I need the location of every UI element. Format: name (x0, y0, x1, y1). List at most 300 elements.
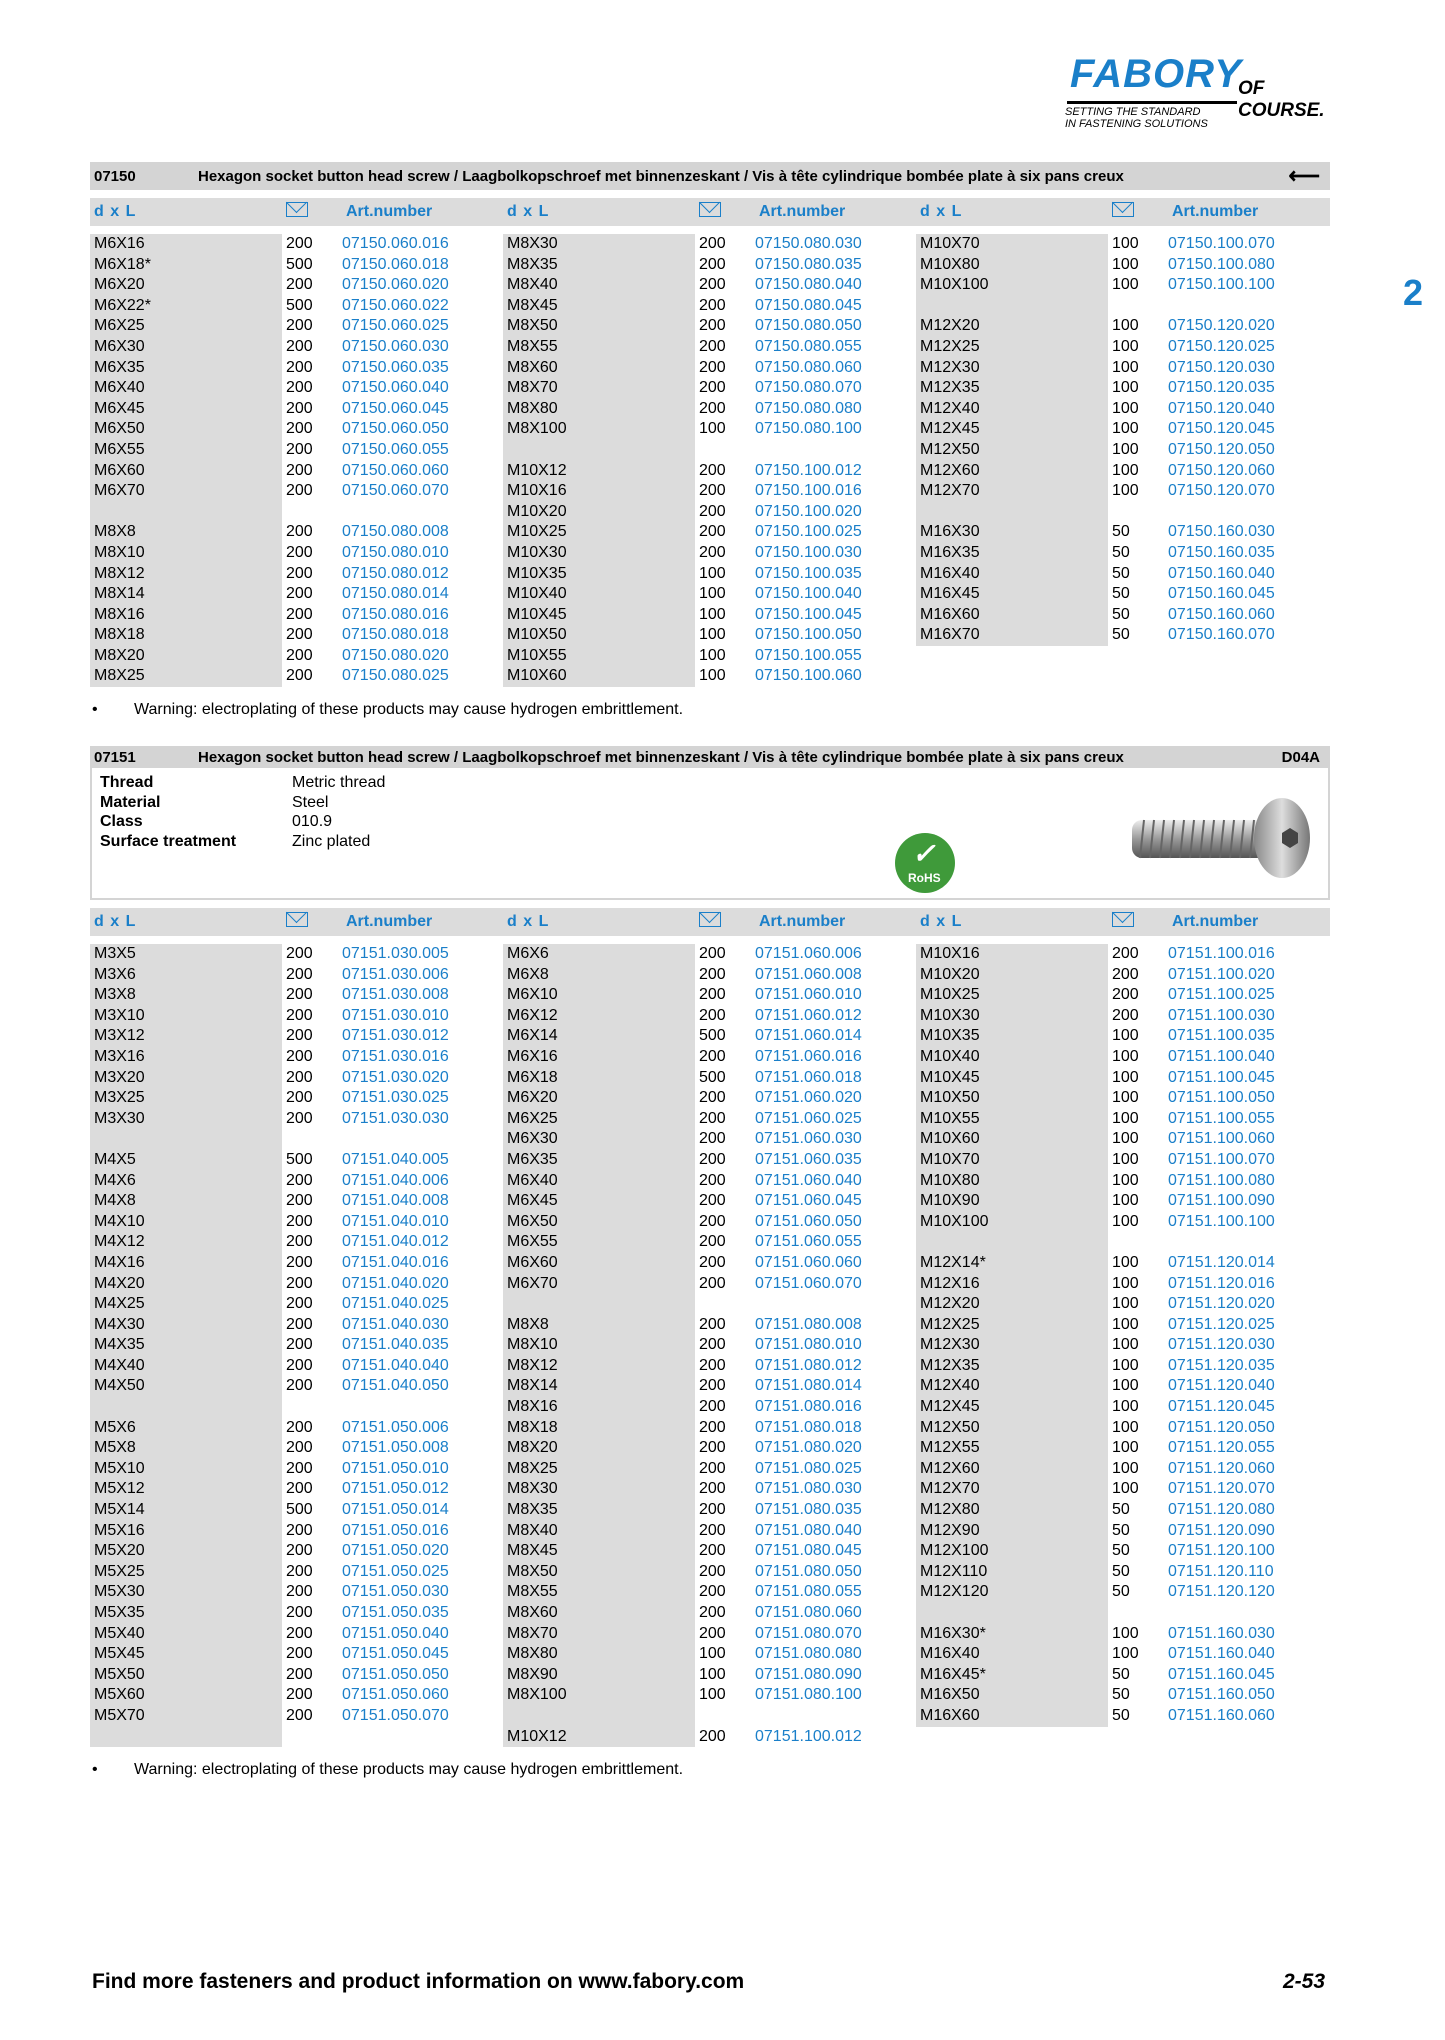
article-number-cell[interactable]: 07151.060.008 (755, 965, 862, 983)
size-cell: M10X16 (503, 481, 695, 502)
quantity-cell: 500 (286, 1150, 313, 1168)
quantity-cell: 200 (286, 543, 313, 561)
table-row (916, 1068, 1329, 1089)
quantity-cell: 200 (286, 585, 313, 603)
article-number-cell[interactable]: 07151.060.018 (755, 1068, 862, 1086)
article-number-cell[interactable]: 07151.120.040 (1168, 1377, 1275, 1395)
article-number-cell[interactable]: 07151.030.006 (342, 965, 449, 983)
article-number-cell[interactable]: 07150.080.070 (755, 379, 862, 397)
article-number-cell[interactable]: 07150.160.035 (1168, 543, 1275, 561)
quantity-cell: 100 (699, 605, 726, 623)
article-number-cell[interactable]: 07151.060.014 (755, 1027, 862, 1045)
article-number-cell[interactable]: 07151.100.030 (1168, 1006, 1275, 1024)
article-number-cell[interactable]: 07151.080.016 (755, 1398, 862, 1416)
article-number-cell[interactable]: 07151.060.040 (755, 1171, 862, 1189)
article-number-cell[interactable] (342, 1397, 503, 1418)
article-number-cell[interactable]: 07150.100.030 (755, 543, 862, 561)
article-number-cell[interactable] (1168, 296, 1329, 317)
article-number-cell[interactable]: 07151.040.010 (342, 1212, 449, 1230)
article-number-cell[interactable]: 07151.050.035 (342, 1604, 449, 1621)
article-number-cell[interactable]: 07150.100.016 (755, 482, 862, 500)
article-number-cell[interactable]: 07150.060.060 (342, 461, 449, 479)
article-number-cell[interactable]: 07151.030.012 (342, 1027, 449, 1045)
quantity-cell: 200 (286, 1027, 313, 1045)
article-number-cell[interactable]: 07151.080.020 (755, 1439, 862, 1457)
article-number-cell[interactable]: 07150.120.025 (1168, 337, 1275, 355)
article-number-cell[interactable]: 07151.080.070 (755, 1624, 862, 1642)
table-row (90, 1047, 503, 1068)
article-number-cell[interactable]: 07151.100.040 (1168, 1047, 1275, 1065)
article-number-cell[interactable] (755, 440, 916, 461)
quantity-cell: 200 (286, 1521, 313, 1539)
article-number-cell[interactable]: 07151.120.110 (1168, 1562, 1274, 1580)
size-cell: M4X35 (90, 1335, 282, 1356)
article-number-cell[interactable]: 07150.080.008 (342, 523, 449, 541)
article-number-cell[interactable]: 07151.060.035 (755, 1150, 862, 1168)
prop-value: 010.9 (292, 813, 333, 830)
article-number-cell[interactable]: 07151.100.050 (1168, 1089, 1275, 1107)
article-number-cell[interactable]: 07150.120.050 (1168, 440, 1275, 458)
article-number-cell[interactable]: 07151.030.008 (342, 986, 449, 1004)
size-cell: M5X10 (90, 1459, 282, 1480)
article-number-cell[interactable]: 07151.160.030 (1168, 1624, 1275, 1642)
table-row (90, 605, 503, 626)
article-number-cell[interactable]: 07151.120.050 (1168, 1418, 1275, 1436)
article-number-cell[interactable]: 07151.040.040 (342, 1356, 449, 1374)
quantity-cell: 200 (286, 646, 313, 664)
article-number-cell[interactable]: 07151.050.050 (342, 1665, 449, 1683)
article-number-cell[interactable]: 07150.120.060 (1168, 461, 1275, 479)
size-cell: M3X5 (90, 944, 282, 965)
table-row (916, 1685, 1329, 1706)
article-number-cell[interactable]: 07151.120.060 (1168, 1459, 1275, 1477)
back-arrow-icon[interactable]: ⟵ (1288, 163, 1320, 188)
size-cell: M6X70 (90, 481, 282, 502)
size-cell: M10X16 (916, 944, 1108, 965)
size-cell: M5X20 (90, 1541, 282, 1562)
article-number-cell[interactable]: 07151.080.030 (755, 1480, 862, 1498)
article-number-cell[interactable]: 07151.100.045 (1168, 1068, 1275, 1086)
header-dl: d x L (94, 913, 137, 930)
article-number-cell[interactable]: 07151.050.010 (342, 1459, 449, 1477)
envelope-icon (1112, 912, 1134, 927)
article-number-cell[interactable]: 07151.050.040 (342, 1624, 449, 1642)
article-number-cell[interactable]: 07150.060.045 (342, 399, 449, 417)
size-cell: M16X50 (916, 1685, 1108, 1706)
article-number-cell[interactable]: 07150.080.025 (342, 667, 449, 685)
article-number-cell[interactable]: 07151.080.014 (755, 1377, 862, 1395)
article-number-cell[interactable]: 07150.060.016 (342, 235, 449, 252)
table-row (503, 1665, 916, 1686)
table-row (916, 1376, 1329, 1397)
article-number-cell[interactable]: 07150.100.055 (755, 646, 862, 664)
article-number-cell[interactable]: 07150.080.045 (755, 296, 862, 314)
article-number-cell[interactable]: 07150.080.035 (755, 255, 862, 273)
article-number-cell[interactable]: 07150.100.100 (1168, 276, 1275, 294)
quantity-cell (282, 1397, 342, 1418)
size-cell: M8X40 (503, 1521, 695, 1542)
article-number-cell[interactable]: 07151.040.008 (342, 1192, 449, 1210)
table-row (503, 1047, 916, 1068)
quantity-cell: 200 (286, 1212, 313, 1230)
size-cell: M8X60 (503, 358, 695, 379)
article-number-cell[interactable]: 07151.160.060 (1168, 1706, 1275, 1724)
article-number-cell[interactable]: 07151.040.006 (342, 1171, 449, 1189)
size-cell: M10X70 (916, 1150, 1108, 1171)
article-number-cell[interactable]: 07151.100.020 (1168, 965, 1275, 983)
table-row (503, 440, 916, 461)
article-number-cell[interactable]: 07151.040.012 (342, 1233, 449, 1251)
quantity-cell: 100 (1112, 1336, 1139, 1354)
section-title-bar (90, 746, 1330, 768)
article-number-cell[interactable]: 07151.030.020 (342, 1068, 449, 1086)
size-cell: M10X100 (916, 1212, 1108, 1233)
quantity-cell (1108, 1603, 1168, 1624)
table-row (503, 1500, 916, 1521)
table-row (503, 1150, 916, 1171)
size-cell: M16X70 (916, 625, 1108, 646)
table-row (916, 316, 1329, 337)
table-row (916, 1088, 1329, 1109)
article-number-cell[interactable]: 07151.060.010 (755, 986, 862, 1004)
article-number-cell[interactable]: 07151.080.090 (755, 1665, 862, 1683)
table-row (90, 985, 503, 1006)
table-row (90, 1706, 503, 1727)
article-number-cell[interactable]: 07151.120.014 (1168, 1253, 1275, 1271)
prop-value: Metric thread (292, 774, 386, 791)
article-number-cell[interactable]: 07151.080.050 (755, 1562, 862, 1580)
quantity-cell: 200 (699, 965, 726, 983)
article-number-cell[interactable]: 07150.060.020 (342, 276, 449, 294)
article-number-cell[interactable]: 07151.120.025 (1168, 1315, 1275, 1333)
table-row (90, 564, 503, 585)
article-number-cell[interactable]: 07151.030.010 (342, 1006, 449, 1024)
prop-key: Class (100, 813, 143, 830)
size-cell: M12X20 (916, 316, 1108, 337)
article-number-cell[interactable]: 07151.120.055 (1168, 1439, 1275, 1457)
article-number-cell[interactable] (755, 1706, 916, 1727)
table-row (90, 944, 503, 965)
product-grid (90, 944, 1330, 1747)
article-number-cell[interactable]: 07151.080.040 (755, 1521, 862, 1539)
quantity-cell: 200 (286, 337, 313, 355)
quantity-cell: 200 (699, 276, 726, 294)
fabory-logo (1065, 52, 1350, 132)
article-number-cell[interactable]: 07150.080.018 (342, 626, 449, 644)
article-number-cell[interactable]: 07151.060.006 (755, 945, 862, 962)
article-number-cell[interactable]: 07150.160.045 (1168, 585, 1275, 603)
article-number-cell[interactable]: 07151.060.030 (755, 1130, 862, 1148)
size-cell: M8X90 (503, 1665, 695, 1686)
article-number-cell[interactable]: 07151.050.070 (342, 1706, 449, 1724)
article-number-cell[interactable]: 07151.100.080 (1168, 1171, 1275, 1189)
size-cell: M10X40 (503, 584, 695, 605)
article-number-cell[interactable]: 07151.060.020 (755, 1089, 862, 1107)
article-number-cell[interactable]: 07150.100.025 (755, 523, 862, 541)
article-number-cell[interactable]: 07151.040.025 (342, 1295, 449, 1313)
quantity-cell: 50 (1112, 1542, 1130, 1560)
size-cell: M10X35 (916, 1026, 1108, 1047)
quantity-cell: 50 (1112, 543, 1130, 561)
article-number-cell[interactable]: 07151.100.100 (1168, 1212, 1275, 1230)
article-number-cell[interactable]: 07151.050.020 (342, 1542, 449, 1560)
article-number-cell[interactable]: 07151.060.055 (755, 1233, 862, 1251)
table-row (90, 584, 503, 605)
size-cell: M10X60 (916, 1129, 1108, 1150)
article-number-cell[interactable]: 07150.120.030 (1168, 358, 1275, 376)
article-number-cell[interactable]: 07150.100.060 (755, 667, 862, 685)
size-cell: M8X18 (90, 625, 282, 646)
size-cell: M5X70 (90, 1706, 282, 1727)
article-number-cell[interactable]: 07150.120.070 (1168, 482, 1275, 500)
article-number-cell[interactable]: 07150.160.030 (1168, 523, 1275, 541)
article-number-cell[interactable] (755, 1294, 916, 1315)
article-number-cell[interactable] (1168, 1232, 1329, 1253)
article-number-cell[interactable]: 07151.120.016 (1168, 1274, 1275, 1292)
quantity-cell: 100 (1112, 1109, 1139, 1127)
article-number-cell[interactable]: 07151.080.025 (755, 1459, 862, 1477)
article-number-cell[interactable]: 07151.160.050 (1168, 1686, 1275, 1704)
table-row (916, 1459, 1329, 1480)
quantity-cell: 200 (286, 1233, 313, 1251)
quantity-cell: 200 (286, 1295, 313, 1313)
table-row (90, 1376, 503, 1397)
article-number-cell[interactable]: 07150.120.040 (1168, 399, 1275, 417)
quantity-cell: 200 (286, 1624, 313, 1642)
article-number-cell[interactable]: 07151.050.008 (342, 1439, 449, 1457)
article-number-cell[interactable]: 07150.100.035 (755, 564, 862, 582)
table-row (503, 461, 916, 482)
article-number-cell[interactable]: 07151.050.014 (342, 1501, 449, 1519)
article-number-cell[interactable]: 07151.100.035 (1168, 1027, 1275, 1045)
article-number-cell[interactable]: 07151.050.030 (342, 1583, 449, 1601)
article-number-cell[interactable]: 07151.050.025 (342, 1562, 449, 1580)
article-number-cell[interactable]: 07150.080.060 (755, 358, 862, 376)
size-cell: M4X50 (90, 1376, 282, 1397)
quantity-cell: 100 (1112, 1130, 1139, 1148)
header-art: Art.number (759, 203, 846, 220)
article-number-cell[interactable]: 07150.080.100 (755, 420, 862, 438)
article-number-cell[interactable]: 07150.060.022 (342, 296, 449, 314)
article-number-cell[interactable] (342, 502, 503, 523)
article-number-cell[interactable]: 07150.080.016 (342, 605, 449, 623)
article-number-cell[interactable]: 07151.040.030 (342, 1315, 449, 1333)
article-number-cell[interactable]: 07150.100.012 (755, 461, 862, 479)
article-number-cell[interactable]: 07151.120.120 (1168, 1583, 1275, 1601)
table-row (503, 1706, 916, 1727)
quantity-cell: 200 (286, 420, 313, 438)
article-number-cell[interactable]: 07151.080.100 (755, 1686, 862, 1704)
article-number-cell[interactable]: 07151.100.012 (755, 1727, 862, 1745)
article-number-cell[interactable]: 07150.160.070 (1168, 626, 1275, 644)
article-number-cell[interactable]: 07151.120.090 (1168, 1521, 1275, 1539)
article-number-cell[interactable]: 07151.160.040 (1168, 1645, 1275, 1663)
article-number-cell[interactable]: 07151.080.045 (755, 1542, 862, 1560)
quantity-cell: 200 (1112, 1006, 1139, 1024)
size-cell: M8X20 (503, 1438, 695, 1459)
article-number-cell[interactable]: 07151.100.090 (1168, 1192, 1275, 1210)
article-number-cell[interactable]: 07150.080.050 (755, 317, 862, 335)
article-number-cell[interactable]: 07151.080.060 (755, 1604, 862, 1621)
article-number-cell[interactable]: 07150.060.070 (342, 482, 449, 500)
article-number-cell[interactable]: 07151.100.025 (1168, 986, 1275, 1004)
article-number-cell[interactable]: 07151.040.035 (342, 1336, 449, 1354)
article-number-cell[interactable]: 07151.040.005 (342, 1150, 449, 1168)
article-number-cell[interactable]: 07150.120.035 (1168, 379, 1275, 397)
quantity-cell: 200 (286, 1604, 313, 1621)
table-row (503, 1521, 916, 1542)
size-cell: M16X30* (916, 1624, 1108, 1645)
article-number-cell[interactable]: 07150.100.040 (755, 585, 862, 603)
size-cell: M8X30 (503, 234, 695, 255)
article-number-cell[interactable]: 07150.060.050 (342, 420, 449, 438)
article-number-cell[interactable]: 07151.120.030 (1168, 1336, 1275, 1354)
table-row (503, 1459, 916, 1480)
size-cell: M8X80 (503, 399, 695, 420)
prop-thread (100, 774, 385, 792)
table-row (90, 1644, 503, 1665)
article-number-cell[interactable]: 07151.050.006 (342, 1418, 449, 1436)
article-number-cell[interactable]: 07151.100.070 (1168, 1150, 1275, 1168)
article-number-cell[interactable]: 07150.060.040 (342, 379, 449, 397)
article-number-cell[interactable]: 07151.040.020 (342, 1274, 449, 1292)
article-number-cell[interactable]: 07151.060.070 (755, 1274, 862, 1292)
article-number-cell[interactable]: 07150.080.020 (342, 646, 449, 664)
article-number-cell[interactable]: 07151.080.008 (755, 1315, 862, 1333)
article-number-cell[interactable]: 07151.050.012 (342, 1480, 449, 1498)
table-row (90, 543, 503, 564)
article-number-cell[interactable] (342, 1727, 503, 1748)
article-number-cell[interactable]: 07150.080.080 (755, 399, 862, 417)
warning-note: • Warning: electroplating of these products may cause hydrogen embrittlement. (92, 1761, 684, 1779)
table-row (503, 1294, 916, 1315)
article-number-cell[interactable]: 07151.030.005 (342, 945, 449, 962)
article-number-cell[interactable]: 07150.080.040 (755, 276, 862, 294)
article-number-cell[interactable]: 07150.080.014 (342, 585, 449, 603)
article-number-cell[interactable]: 07151.100.055 (1168, 1109, 1275, 1127)
article-number-cell[interactable]: 07150.160.060 (1168, 605, 1275, 623)
article-number-cell[interactable]: 07150.080.012 (342, 564, 449, 582)
article-number-cell[interactable]: 07151.080.055 (755, 1583, 862, 1601)
size-cell: M10X20 (916, 965, 1108, 986)
article-number-cell[interactable]: 07151.120.035 (1168, 1356, 1275, 1374)
article-number-cell[interactable]: 07151.050.060 (342, 1686, 449, 1704)
article-number-cell[interactable]: 07151.080.010 (755, 1336, 862, 1354)
table-row (503, 1068, 916, 1089)
size-cell: M8X55 (503, 1582, 695, 1603)
article-number-cell[interactable]: 07150.080.030 (755, 235, 862, 252)
quantity-cell: 200 (699, 1480, 726, 1498)
article-number-cell[interactable]: 07151.160.045 (1168, 1665, 1275, 1683)
article-number-cell[interactable]: 07151.040.016 (342, 1253, 449, 1271)
quantity-cell: 200 (286, 1645, 313, 1663)
article-number-cell[interactable]: 07151.060.025 (755, 1109, 862, 1127)
article-number-cell[interactable]: 07151.120.070 (1168, 1480, 1275, 1498)
table-row (916, 502, 1329, 523)
table-row (503, 419, 916, 440)
quantity-cell: 500 (699, 1027, 726, 1045)
table-row (90, 502, 503, 523)
article-number-cell[interactable]: 07150.100.050 (755, 626, 862, 644)
article-number-cell[interactable]: 07150.100.070 (1168, 235, 1275, 252)
size-cell: M8X18 (503, 1418, 695, 1439)
article-number-cell[interactable]: 07150.060.018 (342, 255, 449, 273)
article-number-cell[interactable]: 07151.080.080 (755, 1645, 862, 1663)
size-cell: M4X6 (90, 1171, 282, 1192)
article-number-cell[interactable]: 07151.080.012 (755, 1356, 862, 1374)
table-row (916, 625, 1329, 646)
article-number-cell[interactable]: 07151.030.016 (342, 1047, 449, 1065)
size-cell: M10X30 (503, 543, 695, 564)
article-number-cell[interactable] (342, 1129, 503, 1150)
article-number-cell[interactable]: 07151.120.045 (1168, 1398, 1275, 1416)
article-number-cell[interactable]: 07151.080.018 (755, 1418, 862, 1436)
article-number-cell[interactable]: 07151.060.060 (755, 1253, 862, 1271)
article-number-cell[interactable]: 07151.060.050 (755, 1212, 862, 1230)
column-header (90, 908, 1330, 936)
article-number-cell[interactable]: 07151.030.030 (342, 1109, 449, 1127)
article-number-cell[interactable]: 07151.060.012 (755, 1006, 862, 1024)
article-number-cell[interactable]: 07150.060.025 (342, 317, 449, 335)
article-number-cell[interactable]: 07151.050.045 (342, 1645, 449, 1663)
quantity-cell: 100 (1112, 1398, 1139, 1416)
quantity-cell: 50 (1112, 1521, 1130, 1539)
article-number-cell[interactable]: 07151.120.080 (1168, 1501, 1275, 1519)
article-number-cell[interactable]: 07150.120.045 (1168, 420, 1275, 438)
article-number-cell[interactable] (1168, 1603, 1329, 1624)
article-number-cell[interactable]: 07150.060.035 (342, 358, 449, 376)
article-number-cell[interactable]: 07151.060.045 (755, 1192, 862, 1210)
table-row (90, 1171, 503, 1192)
article-number-cell[interactable]: 07151.030.025 (342, 1089, 449, 1107)
article-number-cell[interactable] (1168, 502, 1329, 523)
quantity-cell: 200 (699, 1171, 726, 1189)
size-cell: M4X5 (90, 1150, 282, 1171)
table-row (90, 337, 503, 358)
size-cell: M6X25 (90, 316, 282, 337)
article-number-cell[interactable]: 07150.160.040 (1168, 564, 1275, 582)
size-cell: M8X60 (503, 1603, 695, 1624)
article-number-cell[interactable]: 07151.100.016 (1168, 945, 1275, 962)
quantity-cell: 200 (286, 564, 313, 582)
article-number-cell[interactable]: 07151.120.100 (1168, 1542, 1275, 1560)
table-row (90, 358, 503, 379)
size-cell: M3X6 (90, 965, 282, 986)
article-number-cell[interactable]: 07150.080.010 (342, 543, 449, 561)
table-row (916, 1665, 1329, 1686)
size-cell: M12X50 (916, 1418, 1108, 1439)
article-number-cell[interactable]: 07150.100.020 (755, 502, 862, 520)
article-number-cell[interactable]: 07151.060.016 (755, 1047, 862, 1065)
article-number-cell[interactable]: 07150.100.080 (1168, 255, 1275, 273)
article-number-cell[interactable]: 07150.080.055 (755, 337, 862, 355)
quantity-cell: 200 (699, 1439, 726, 1457)
article-number-cell[interactable]: 07151.050.016 (342, 1521, 449, 1539)
quantity-cell: 100 (1112, 255, 1139, 273)
article-number-cell[interactable]: 07150.100.045 (755, 605, 862, 623)
quantity-cell: 200 (699, 1192, 726, 1210)
article-number-cell[interactable]: 07151.040.050 (342, 1377, 449, 1395)
article-number-cell[interactable]: 07150.060.030 (342, 337, 449, 355)
product-column (503, 234, 916, 687)
table-row (503, 1232, 916, 1253)
article-number-cell[interactable]: 07151.100.060 (1168, 1130, 1275, 1148)
article-number-cell[interactable]: 07151.080.035 (755, 1501, 862, 1519)
article-number-cell[interactable]: 07151.120.020 (1168, 1295, 1275, 1313)
article-number-cell[interactable]: 07150.060.055 (342, 440, 449, 458)
article-number-cell[interactable]: 07150.120.020 (1168, 317, 1275, 335)
section-07151 (90, 746, 1330, 1779)
